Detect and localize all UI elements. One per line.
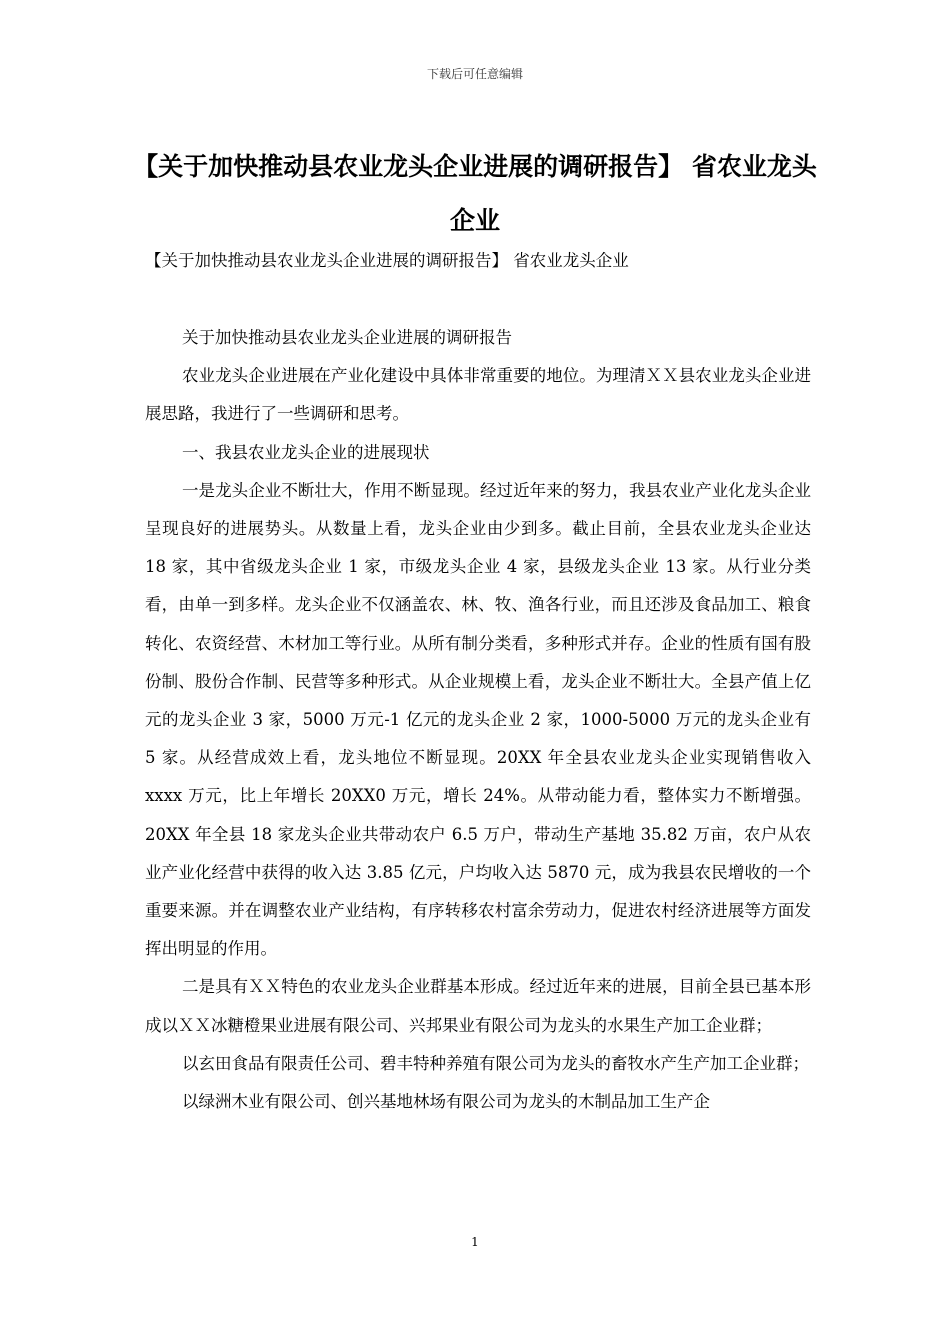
section-heading: 一、我县农业龙头企业的进展现状 — [182, 442, 430, 462]
document-body — [145, 319, 811, 1121]
document-subtitle: 【关于加快推动县农业龙头企业进展的调研报告】 省农业龙头企业 — [145, 251, 629, 270]
body-paragraph: 二是具有ＸＸ特色的农业龙头企业群基本形成。经过近年来的进展，目前全县已基本形成以ＸＸ冰糖橙果业进展有限公司、兴邦果业有限公司为龙头的水果生产加工企业群； — [145, 977, 811, 1035]
page-number: 1 — [471, 1235, 479, 1249]
body-paragraph: 关于加快推动县农业龙头企业进展的调研报告 — [182, 328, 512, 347]
page-header-note: 下载后可任意编辑 — [426, 67, 523, 81]
body-paragraph: 以玄田食品有限责任公司、碧丰特种养殖有限公司为龙头的畜牧水产生产加工企业群； — [182, 1053, 809, 1073]
body-paragraph: 农业龙头企业进展在产业化建设中具体非常重要的地位。为理清ＸＸ县农业龙头企业进展思路，我进行了一些调研和思考。 — [145, 366, 811, 424]
body-paragraph: 一是龙头企业不断壮大，作用不断显现。经过近年来的努力，我县农业产业化龙头企业呈现良好的进展势头。从数量上看，龙头企业由少到多。截止目前，全县农业龙头企业达 18 家，其中省级龙头企业 1 家，市级龙头企业 4 家，县级龙头企业 13 家。从行业分类看，由单一到多样。龙头企业不仅涵盖农、林、牧、渔各行业，而且还涉及食品加工、粮食转化、农资经营、木材加工等行业。从所有制分类看，多种形式并存。企业的性质有国有股份制、股份合作制、民营等多种形式。从企业规模上看，龙头企业不断壮大。全县产值上亿元的龙头企业 3 家，5000 万元-1 亿元的龙头企业 2 家，1000-5000 万元的龙头企业有 5 家。从经营成效上看，龙头地位不断显现。20XX 年全县农业龙头企业实现销售收入 xxxx 万元，比上年增长 20XX0 万元，增长 24%。从带动能力看，整体实力不断增强。20XX 年全县 18 家龙头企业共带动农户 6.5 万户，带动生产基地 35.82 万亩，农户从农业产业化经营中获得的收入达 3.85 亿元，户均收入达 5870 元，成为我县农民增收的一个重要来源。并在调整农业产业结构，有序转移农村富余劳动力，促进农村经济进展等方面发挥出明显的作用。 — [145, 480, 811, 959]
body-paragraph: 以绿洲木业有限公司、创兴基地林场有限公司为龙头的木制品加工生产企 — [182, 1092, 710, 1112]
document-title: 【关于加快推动县农业龙头企业进展的调研报告】 省农业龙头企业 — [133, 152, 817, 235]
